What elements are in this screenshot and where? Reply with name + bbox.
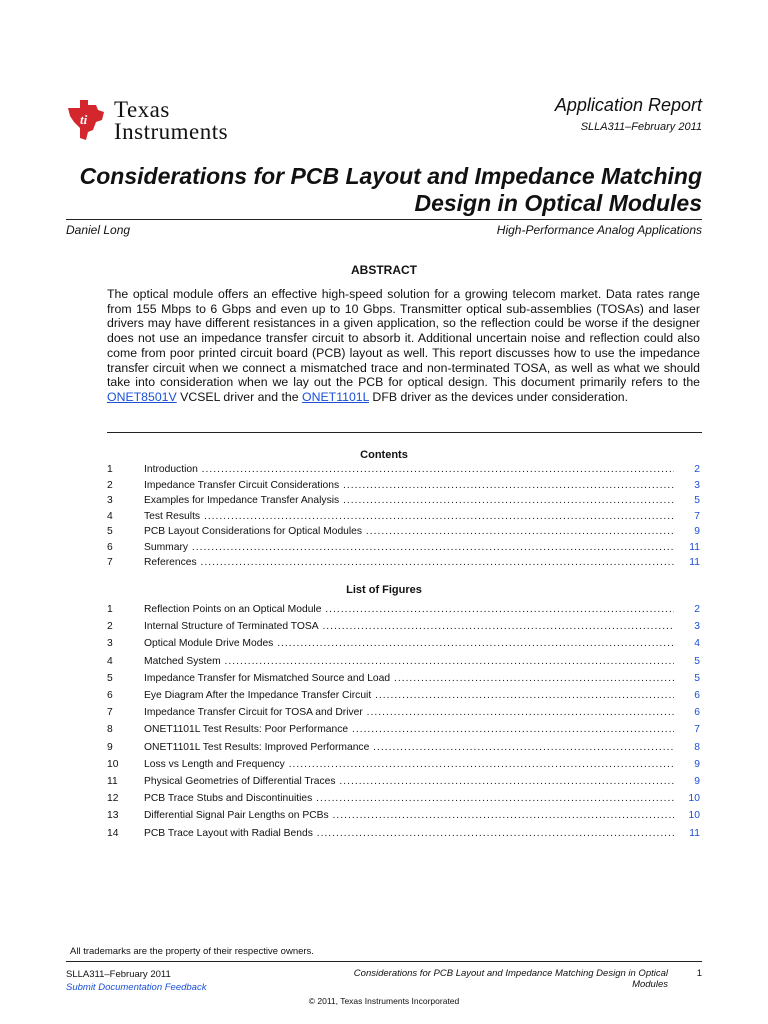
figure-entry[interactable] xyxy=(107,828,700,844)
figure-entry[interactable] xyxy=(107,724,700,740)
contents-entry-number: 6 xyxy=(107,541,113,553)
contents-entry-number: 4 xyxy=(107,510,113,522)
document-title xyxy=(66,163,702,217)
contents-entry-number: 2 xyxy=(107,479,113,491)
figure-entry-number: 6 xyxy=(107,690,113,701)
figure-entry-page-link[interactable]: 6 xyxy=(694,707,700,719)
figures-heading: List of Figures xyxy=(346,584,422,596)
logo-line2: Instruments xyxy=(114,119,229,144)
contents-entry-label[interactable]: References ..... xyxy=(144,557,674,568)
trademark-note: All trademarks are the property of their respective owners. xyxy=(70,946,314,957)
abstract-part3: DFB driver as the devices under consideration. xyxy=(369,389,629,404)
figure-entry-label[interactable]: Physical Geometries of Differential Traces ..... xyxy=(144,776,674,787)
title-rule xyxy=(66,219,702,220)
abstract-text xyxy=(107,287,700,405)
figure-entry-label[interactable]: PCB Trace Layout with Radial Bends ..... xyxy=(144,828,674,839)
author: Daniel Long xyxy=(66,223,131,237)
figure-entry[interactable] xyxy=(107,656,700,672)
abstract-heading: ABSTRACT xyxy=(351,263,417,277)
figure-entry-label[interactable]: Impedance Transfer Circuit for TOSA and Driver ..... xyxy=(144,707,674,718)
figure-entry-number: 12 xyxy=(107,793,119,805)
figure-entry[interactable] xyxy=(107,638,700,654)
figure-entry-number: 14 xyxy=(107,827,119,839)
footer-title-line2: Modules xyxy=(632,979,668,990)
abstract-rule xyxy=(107,432,702,433)
figure-entry-label[interactable]: Matched System ..... xyxy=(144,656,674,667)
figure-entry-number: 3 xyxy=(107,638,113,650)
onet1101l-link[interactable]: ONET1101L xyxy=(302,389,370,404)
figure-entry-label[interactable]: Optical Module Drive Modes ..... xyxy=(144,638,674,649)
footer-title xyxy=(300,968,668,990)
title-line-2: Design in Optical Modules xyxy=(414,190,702,216)
figure-entry-page-link[interactable]: 6 xyxy=(694,690,700,701)
title-line-1: Considerations for PCB Layout and Impedance Matching xyxy=(79,163,702,189)
ti-logo xyxy=(66,96,266,146)
figure-entry-number: 10 xyxy=(107,758,119,770)
footer-page-number: 1 xyxy=(696,968,702,979)
submit-feedback-link[interactable]: Submit Documentation Feedback xyxy=(66,982,207,993)
contents-entry-number: 3 xyxy=(107,495,113,506)
figure-entry-number: 5 xyxy=(107,672,113,684)
ti-logo-icon xyxy=(66,96,106,142)
figure-entry-number: 1 xyxy=(107,604,113,615)
figure-entry-label[interactable]: PCB Trace Stubs and Discontinuities ..... xyxy=(144,793,674,804)
figure-entry-page-link[interactable]: 10 xyxy=(688,810,700,822)
contents-entry[interactable] xyxy=(107,480,700,496)
figure-entry-number: 9 xyxy=(107,741,113,753)
abstract-part2: VCSEL driver and the xyxy=(176,389,303,404)
figure-entry-page-link[interactable]: 8 xyxy=(694,741,700,753)
contents-entry[interactable] xyxy=(107,557,700,573)
figure-entry[interactable] xyxy=(107,810,700,826)
figure-entry-page-link[interactable]: 4 xyxy=(694,638,700,650)
figure-entry-label[interactable]: Internal Structure of Terminated TOSA ..... xyxy=(144,621,674,632)
figure-entry[interactable] xyxy=(107,604,700,620)
contents-entry-page-link[interactable]: 5 xyxy=(694,495,700,506)
figure-entry[interactable] xyxy=(107,759,700,775)
figure-entry[interactable] xyxy=(107,621,700,637)
figure-entry-label[interactable]: ONET1101L Test Results: Improved Performance ..... xyxy=(144,742,674,753)
figure-entry-number: 7 xyxy=(107,707,113,719)
figure-entry[interactable] xyxy=(107,707,700,723)
contents-entry-page-link[interactable]: 11 xyxy=(689,541,700,553)
contents-heading: Contents xyxy=(360,449,408,461)
onet8501v-link[interactable]: ONET8501V xyxy=(107,389,177,404)
figure-entry-page-link[interactable]: 11 xyxy=(689,827,700,839)
figure-entry-page-link[interactable]: 9 xyxy=(694,776,700,787)
contents-entry-page-link[interactable]: 3 xyxy=(694,479,700,491)
contents-entry-label[interactable]: Summary ..... xyxy=(144,542,674,553)
figure-entry-number: 2 xyxy=(107,621,113,633)
figure-entry-page-link[interactable]: 5 xyxy=(694,672,700,684)
figure-entry-label[interactable]: Eye Diagram After the Impedance Transfer Circuit ..... xyxy=(144,690,674,701)
report-id: SLLA311–February 2011 xyxy=(580,121,702,133)
contents-entry-label[interactable]: Impedance Transfer Circuit Considerations ..... xyxy=(144,480,674,491)
footer-rule xyxy=(66,961,702,962)
contents-entry-page-link[interactable]: 9 xyxy=(694,526,700,537)
copyright: © 2011, Texas Instruments Incorporated xyxy=(308,996,460,1006)
figure-entry-label[interactable]: Impedance Transfer for Mismatched Source and Load ..... xyxy=(144,673,674,684)
contents-entry-number: 5 xyxy=(107,526,113,537)
figure-entry-number: 11 xyxy=(107,776,118,787)
figure-entry-label[interactable]: Reflection Points on an Optical Module ..... xyxy=(144,604,674,615)
abstract-part1: The optical module offers an effective high-speed solution for a growing telecom market. Data rates range from 155 Mbps to 6 Gbps and even up to 10 Gbps. Transmitter optical sub-assemblies (TOSAs) and laser drivers may have different resistances in a given application, so the reflection could be worse if the designer does not use an impedance transfer circuit to absorb it. Additional uncertain noise and reflection could also come from poor printed circuit board (PCB) layout as well. This report discusses how to use the impedance transfer circuit when we connect a mismatched trace and non-terminated TOSA, as well as what we should take into consideration when we lay out the PCB for optical design. This document primarily refers to the xyxy=(107,287,700,390)
report-type: Application Report xyxy=(554,95,702,115)
contents-entry-number: 7 xyxy=(107,557,113,568)
contents-entry-label[interactable]: Introduction ..... xyxy=(144,464,674,475)
figure-entry-label[interactable]: Differential Signal Pair Lengths on PCBs ..... xyxy=(144,810,674,821)
svg-text:ti: ti xyxy=(80,112,88,127)
contents-entry-page-link[interactable]: 2 xyxy=(694,464,700,475)
figure-entry[interactable] xyxy=(107,673,700,689)
footer-left xyxy=(66,968,206,994)
contents-entry-label[interactable]: PCB Layout Considerations for Optical Modules ..... xyxy=(144,526,674,537)
contents-entry-page-link[interactable]: 7 xyxy=(694,510,700,522)
ti-logo-wordmark xyxy=(114,97,229,144)
figure-entry-label[interactable]: Loss vs Length and Frequency ..... xyxy=(144,759,674,770)
figure-entry[interactable] xyxy=(107,742,700,758)
contents-entry-page-link[interactable]: 11 xyxy=(689,557,700,568)
logo-line1: Texas xyxy=(114,97,170,122)
figure-entry-page-link[interactable]: 2 xyxy=(694,604,700,615)
figure-entry[interactable] xyxy=(107,690,700,706)
figure-entry-page-link[interactable]: 9 xyxy=(694,758,700,770)
figure-entry[interactable] xyxy=(107,776,700,792)
figure-entry-number: 13 xyxy=(107,810,119,822)
footer-doc-id: SLLA311–February 2011 xyxy=(66,969,171,980)
contents-entry[interactable] xyxy=(107,495,700,511)
contents-entry[interactable] xyxy=(107,464,700,480)
footer-title-line1: Considerations for PCB Layout and Impedance Matching Design in Optical xyxy=(353,968,668,979)
figure-entry-number: 4 xyxy=(107,655,113,667)
figure-entry-number: 8 xyxy=(107,724,113,736)
contents-entry[interactable] xyxy=(107,511,700,527)
contents-entry-label[interactable]: Examples for Impedance Transfer Analysis ..... xyxy=(144,495,674,506)
figure-entry-page-link[interactable]: 3 xyxy=(694,621,700,633)
group: High-Performance Analog Applications xyxy=(496,223,702,237)
figure-entry[interactable] xyxy=(107,793,700,809)
contents-entry-number: 1 xyxy=(107,464,113,475)
contents-entry[interactable] xyxy=(107,542,700,558)
figure-entry-page-link[interactable]: 5 xyxy=(694,655,700,667)
contents-entry-label[interactable]: Test Results ..... xyxy=(144,511,674,522)
contents-entry[interactable] xyxy=(107,526,700,542)
figure-entry-label[interactable]: ONET1101L Test Results: Poor Performance ..... xyxy=(144,724,674,735)
figure-entry-page-link[interactable]: 7 xyxy=(694,724,700,736)
figure-entry-page-link[interactable]: 10 xyxy=(688,793,700,805)
